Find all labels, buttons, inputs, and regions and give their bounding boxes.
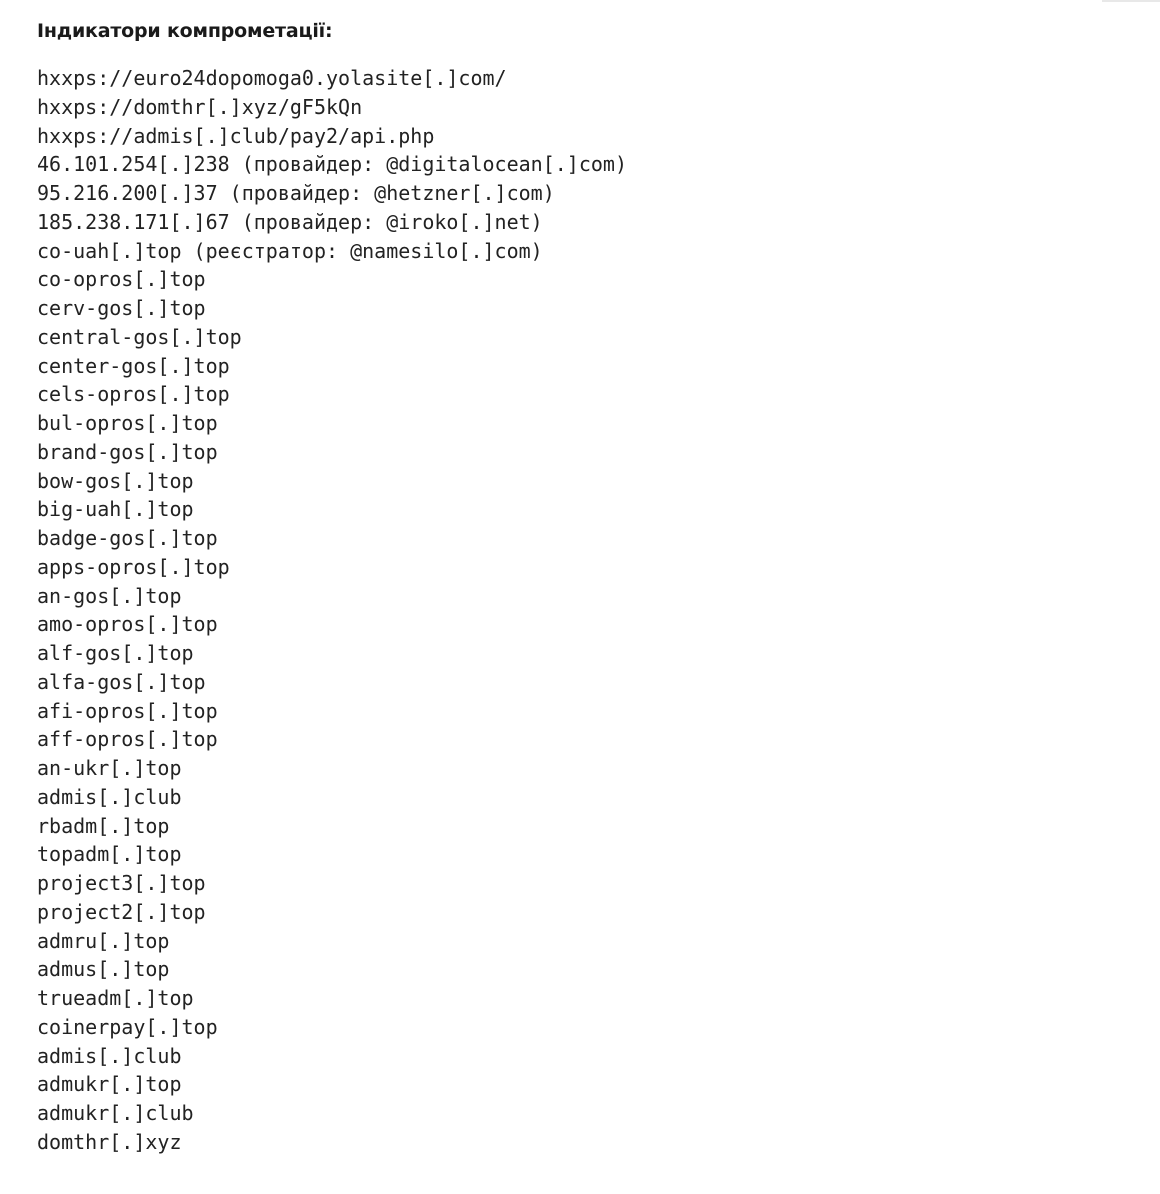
- indicator-item: badge-gos[.]top: [37, 526, 218, 550]
- indicator-list: [37, 64, 1117, 1157]
- indicator-item: alf-gos[.]top: [37, 641, 194, 665]
- indicator-item: admis[.]club: [37, 1043, 182, 1068]
- indicator-item: admukr[.]top: [37, 1072, 182, 1097]
- indicator-item: topadm[.]top: [37, 842, 182, 867]
- indicator-item: afi-opros[.]top: [37, 698, 218, 723]
- indicator-item: hxxps://domthr[.]xyz/gF5kQn: [37, 94, 363, 119]
- indicator-item: apps-opros[.]top: [37, 554, 230, 579]
- indicator-item: co-opros[.]top: [37, 267, 206, 292]
- ioc-section: [37, 18, 1117, 1157]
- indicator-item: an-ukr[.]top: [37, 756, 182, 780]
- indicator-item: amo-opros[.]top: [37, 612, 218, 637]
- indicator-item: admukr[.]club: [37, 1101, 194, 1125]
- indicator-item: cels-opros[.]top: [37, 382, 230, 407]
- indicator-item: bow-gos[.]top: [37, 468, 194, 493]
- indicator-item: admru[.]top: [37, 928, 170, 953]
- top-divider: [1102, 0, 1160, 2]
- indicator-item: 46.101.254[.]238 (провайдер: @digitalocean[.]com): [37, 152, 628, 177]
- indicator-item: central-gos[.]top: [37, 324, 242, 349]
- indicator-item: coinerpay[.]top: [37, 1014, 218, 1039]
- indicator-item: domthr[.]xyz: [37, 1129, 182, 1154]
- indicator-item: alfa-gos[.]top: [37, 669, 206, 694]
- indicator-item: brand-gos[.]top: [37, 439, 218, 464]
- indicator-item: cerv-gos[.]top: [37, 296, 206, 320]
- indicator-item: rbadm[.]top: [37, 813, 170, 838]
- indicator-item: hxxps://admis[.]club/pay2/api.php: [37, 123, 435, 148]
- indicator-item: admus[.]top: [37, 957, 170, 982]
- indicator-item: big-uah[.]top: [37, 497, 194, 522]
- indicator-item: 95.216.200[.]37 (провайдер: @hetzner[.]com): [37, 181, 555, 205]
- indicator-item: hxxps://euro24dopomoga0.yolasite[.]com/: [37, 66, 507, 90]
- indicator-item: 185.238.171[.]67 (провайдер: @iroko[.]net): [37, 209, 543, 234]
- indicator-item: bul-opros[.]top: [37, 411, 218, 435]
- indicator-item: aff-opros[.]top: [37, 727, 218, 752]
- section-heading: Індикатори компрометації:: [37, 20, 333, 42]
- indicator-item: center-gos[.]top: [37, 353, 230, 378]
- indicator-item: trueadm[.]top: [37, 986, 194, 1010]
- indicator-item: project2[.]top: [37, 899, 206, 924]
- indicator-item: admis[.]club: [37, 784, 182, 809]
- indicator-item: co-uah[.]top (реєстратор: @namesilo[.]com): [37, 238, 543, 263]
- indicator-item: an-gos[.]top: [37, 583, 182, 608]
- indicator-item: project3[.]top: [37, 871, 206, 895]
